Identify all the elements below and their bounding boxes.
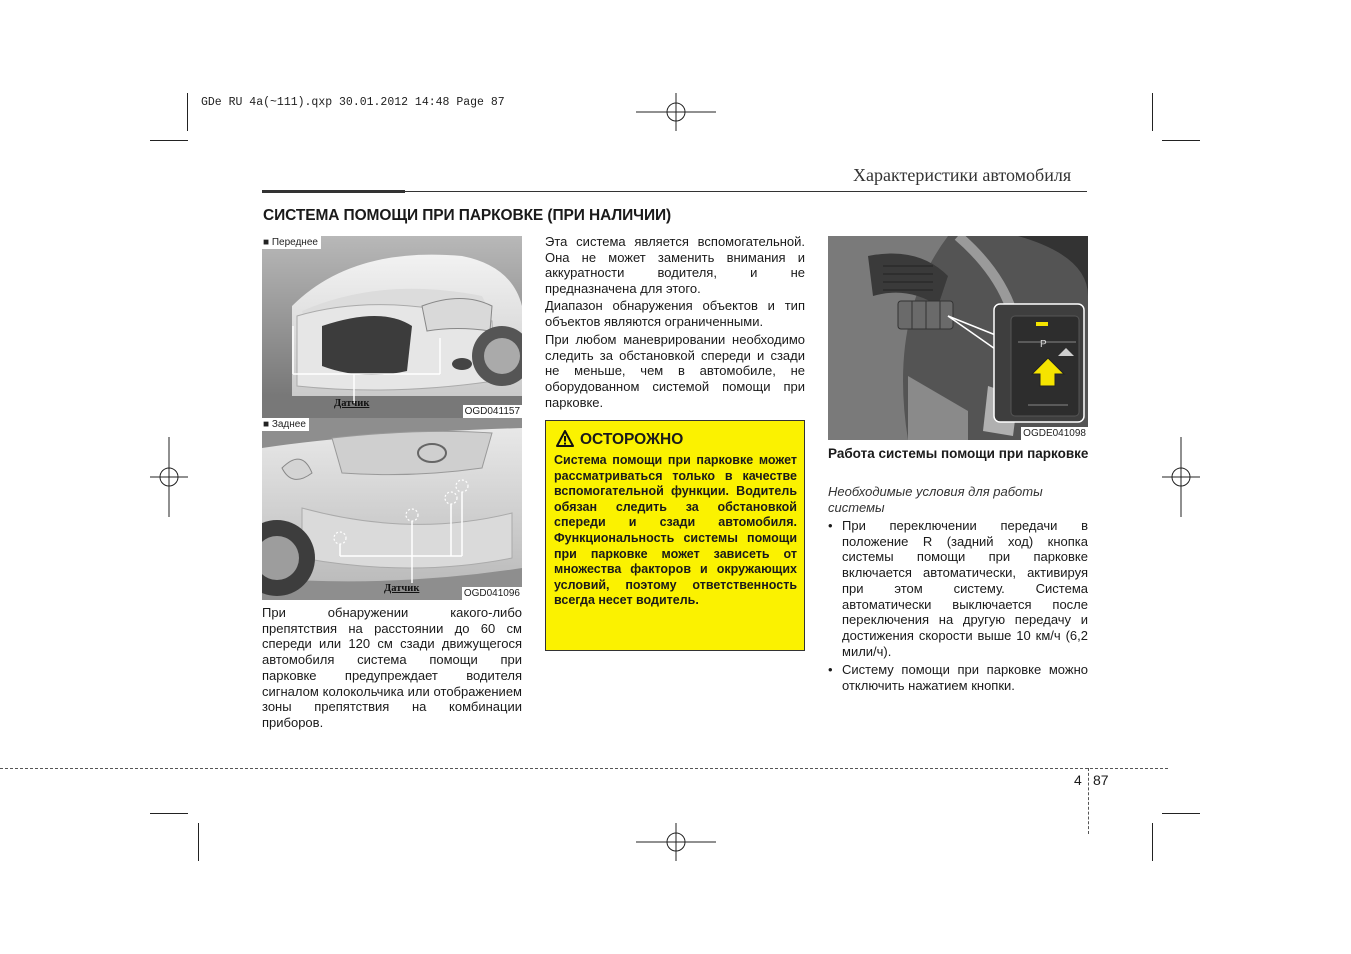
front-car-illustration	[262, 236, 522, 418]
warning-body: Система помощи при парковке может рассматриваться только в качестве вспомогательной функции. Водитель обязан следить за обстановкой спереди и сзади автомобиля. Функциональность системы помощи при парковке может зависеть от множества факторов и окружающих условий, поэтому ответственность всегда несет водитель.	[554, 453, 797, 608]
rear-car-figure	[262, 418, 522, 600]
switch-button-label: P	[1040, 339, 1047, 350]
rear-figure-code: OGD041096	[463, 588, 520, 599]
footer-dashed-rule	[0, 768, 1168, 769]
registration-mark-top	[636, 93, 716, 131]
switch-figure-code: OGDE041098	[1023, 428, 1086, 439]
registration-mark-left	[150, 437, 188, 517]
warning-title: ОСТОРОЖНО	[580, 431, 684, 448]
conditions-list	[828, 518, 1088, 697]
front-car-figure	[262, 236, 522, 418]
col1-paragraph: При обнаружении какого-либо препятствия на расстоянии до 60 см спереди или 120 см сзади движущегося автомобиля система помощи при парковке предупреждает водителя сигналом колокольчика или отображением зоны препятствия на комбинации приборов.	[262, 605, 522, 730]
warning-box	[545, 420, 805, 651]
list-item: • Систему помощи при парковке можно отключить нажатием кнопки.	[828, 662, 1088, 693]
col2-paragraph-2: Диапазон обнаружения объектов и тип объектов являются ограниченными.	[545, 298, 805, 329]
print-slug: GDe RU 4a(~111).qxp 30.01.2012 14:48 Page 87	[201, 96, 505, 109]
header-rule	[405, 191, 1087, 192]
col2-paragraph-3: При любом маневрировании необходимо следить за обстановкой спереди и сзади не меньше, чем в автомобиле, не оборудованном системой помощи при парковке.	[545, 332, 805, 410]
list-item: • При переключении передачи в положение R (задний ход) кнопка системы помощи при парковке включается автоматически, активируя при этом систему. Система автоматически выключается после переключения на другую передачу и достижения скорости выше 10 км/ч (6,2 мили/ч).	[828, 518, 1088, 659]
page-number: 87	[1093, 772, 1109, 788]
registration-mark-bottom	[636, 823, 716, 861]
col2-paragraph-1: Эта система является вспомогательной. Она не может заменить внимания и аккуратности водителя, и не предназначена для этого.	[545, 234, 805, 297]
rear-car-illustration	[262, 418, 522, 600]
conditions-subheading: Необходимые условия для работы системы	[828, 484, 1043, 515]
operation-heading: Работа системы помощи при парковке	[828, 446, 1089, 461]
page-heading: СИСТЕМА ПОМОЩИ ПРИ ПАРКОВКЕ (ПРИ НАЛИЧИИ)	[263, 207, 672, 224]
chapter-number: 4	[1074, 772, 1082, 788]
header-rule-accent	[262, 190, 405, 193]
footer-divider	[1088, 768, 1089, 834]
section-title: Характеристики автомобиля	[853, 165, 1072, 185]
front-figure-code: OGD041157	[464, 406, 520, 417]
parking-switch-illustration	[828, 236, 1088, 440]
front-figure-label: ■ Переднее	[262, 236, 321, 249]
warning-triangle-icon	[556, 430, 574, 447]
front-sensor-caption: Датчик	[334, 398, 370, 409]
switch-figure	[828, 236, 1088, 440]
rear-figure-label: ■ Заднее	[262, 418, 309, 431]
rear-sensor-caption: Датчик	[384, 583, 420, 594]
registration-mark-right	[1162, 437, 1200, 517]
